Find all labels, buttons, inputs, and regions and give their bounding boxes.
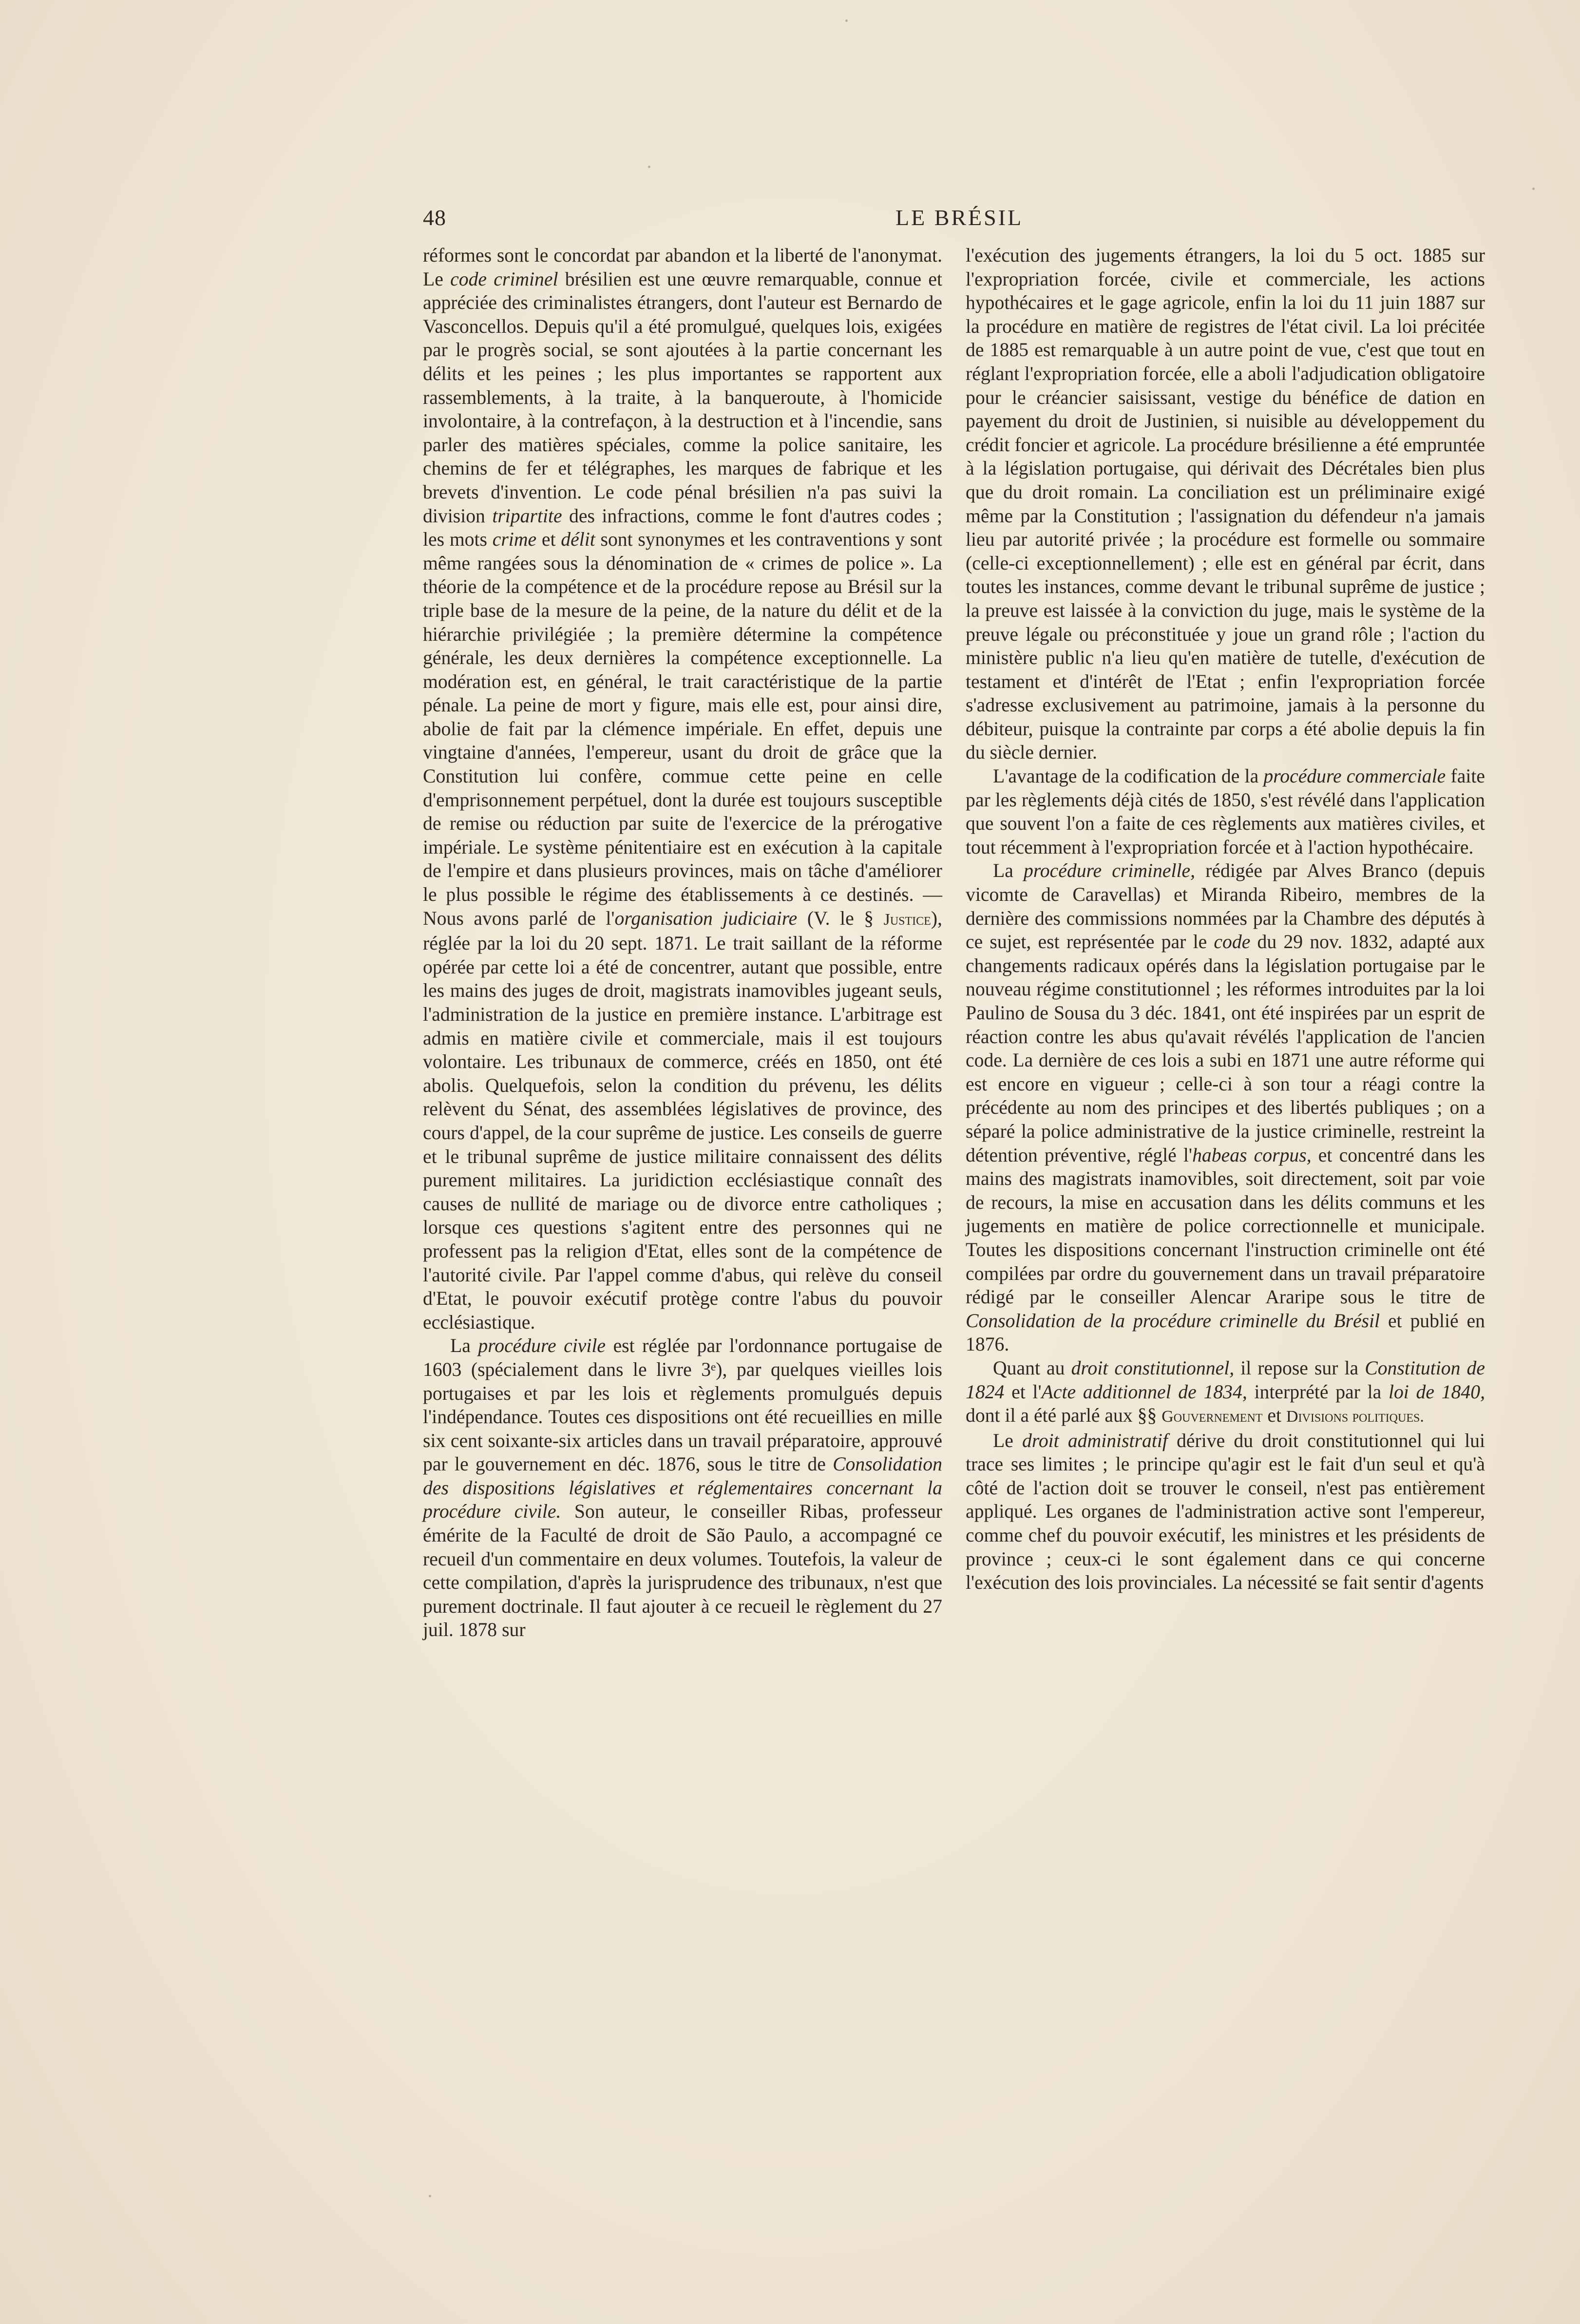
text-run: et concentré dans les mains des magistrats inamovibles, soit directement, soit par voie de recours, la mise en accusation dans les délits communs et les jugements en matière de police correctionnelle et municipale. Toutes les dispositions concernant l'instruction criminelle ont été compilées par ordre du gouvernement dans un travail préparatoire rédigé par le conseiller Alencar Araripe sous le titre de <box>966 1144 1485 1308</box>
paragraph <box>966 1356 1485 1429</box>
text-run: interprété par la <box>1247 1381 1389 1403</box>
italic-term: habeas corpus, <box>1192 1144 1312 1166</box>
text-run: L'avantage de la codification de la <box>993 765 1264 787</box>
italic-term: procédure commerciale <box>1263 765 1446 787</box>
left-text-column <box>423 244 942 1642</box>
italic-term: droit administratif <box>1022 1429 1168 1451</box>
paper-speck <box>1532 188 1535 190</box>
text-run: Le <box>993 1429 1022 1451</box>
italic-term: Consolidation des dispositions législatives et réglementaires concernant la procédure civile. <box>423 1453 942 1523</box>
text-run: et publié en 1876. <box>966 1310 1485 1355</box>
right-text-column <box>966 244 1485 1595</box>
paragraph <box>966 1429 1485 1595</box>
small-caps-term: Justice <box>883 910 931 929</box>
text-run: La <box>993 860 1024 882</box>
page-number: 48 <box>423 205 446 230</box>
text-run: brésilien est une œuvre remarquable, connue et appréciée des criminalistes étrangers, dont l'auteur est Bernardo de Vasconcellos. Depuis qu'il a été promulgué, quelques lois, exigées par le progrès social, se sont ajoutées à la partie concernant les délits et les peines ; les plus importantes se rapportent aux rassemblements, à la traite, à la banqueroute, à l'homicide involontaire, à la contrefaçon, à la destruction et à l'incendie, sans parler des matières spéciales, comme la police sanitaire, les chemins de fer et télégraphes, les marques de fabrique et les brevets d'invention. Le code pénal brésilien n'a pas suivi la division <box>423 268 943 527</box>
italic-term: droit constitutionnel, <box>1071 1357 1235 1379</box>
text-run: dont il a été parlé aux §§ <box>966 1405 1162 1427</box>
text-run: La <box>450 1335 478 1357</box>
italic-term: Acte additionnel de 1834, <box>1041 1381 1247 1403</box>
paper-speck <box>429 2195 431 2197</box>
text-run: l'exécution des jugements étrangers, la loi du 5 oct. 1885 sur l'expropriation forcée, civile et commerciale, les actions hypothécaires et le gage agricole, enfin la loi du 11 juin 1887 sur la procédure en matière de registres de l'état civil. La loi précitée de 1885 est remarquable à un autre point de vue, c'est que tout en réglant l'expropriation forcée, elle a aboli l'adjudication obligatoire pour le créancier saisissant, vestige du bénéfice de dation en payement du droit de Justinien, si nuisible au développement du crédit foncier et agricole. La procédure brésilienne a été empruntée à la législation portugaise, qui dérivait des Décrétales bien plus que du droit romain. La conciliation est un préliminaire exigé même par la Constitution ; l'assignation du défendeur n'a jamais lieu par autorité privée ; la procédure est formelle ou sommaire (celle-ci exceptionnellement) ; elle est en général par écrit, dans toutes les instances, comme devant le tribunal suprême de justice ; la preuve est laissée à la conviction du juge, mais le système de la preuve légale ou préconstituée y joue un grand rôle ; l'action du ministère public n'a lieu qu'en matière de tutelle, d'exécution de testament et d'intérêt de l'Etat ; enfin l'expropriation forcée s'adresse exclusivement au patrimoine, jamais à la personne du débiteur, puisque la contrainte par corps a été abolie depuis la fin du siècle dernier. <box>966 245 1485 763</box>
text-run: et l' <box>1004 1381 1042 1403</box>
small-caps-term: Divisions politiques. <box>1286 1408 1424 1426</box>
paragraph <box>423 244 942 1334</box>
italic-term: délit <box>561 529 595 551</box>
text-run: dérive du droit constitutionnel qui lui trace ses limites ; le principe qu'agir est le fait d'un seul et qu'à côté de l'action doit se trouver le conseil, n'est pas entièrement appliqué. Les organes de l'administration active sont l'empereur, comme chef du pouvoir exécutif, les ministres et les présidents de province ; ceux-ci le sont également dans ce qui concerne l'exécution des lois provinciales. La nécessité se fait sentir d'agents <box>966 1429 1485 1594</box>
page-header <box>423 205 1485 239</box>
text-run: et <box>1262 1405 1286 1427</box>
paragraph <box>423 1334 942 1642</box>
small-caps-term: Gouvernement <box>1161 1408 1263 1426</box>
italic-term: procédure criminelle, <box>1023 860 1196 882</box>
text-run: (V. le § <box>797 907 884 929</box>
text-run: des infractions, comme le font d'autres codes ; les mots <box>423 505 942 551</box>
italic-term: Constitution de 1824 <box>966 1357 1485 1403</box>
italic-term: tripartite <box>492 505 562 527</box>
italic-term: code <box>1214 931 1251 953</box>
italic-term: organisation judiciaire <box>614 907 798 929</box>
italic-term: Consolidation de la procédure criminelle du Brésil <box>966 1310 1380 1332</box>
text-run: il repose sur la <box>1234 1357 1365 1379</box>
running-title: LE BRÉSIL <box>895 205 1024 230</box>
text-run: réformes sont le concordat par abandon et la liberté de l'anonymat. Le <box>423 245 942 290</box>
italic-term: procédure civile <box>478 1335 606 1357</box>
text-run: ), réglée par la loi du 20 sept. 1871. Le trait saillant de la réforme opérée par cette loi a été de concentrer, autant que possible, entre les mains des juges de droit, magistrats inamovibles jugeant seuls, l'administration de la justice en première instance. L'arbitrage est admis en matière civile et commerciale, mais il est toujours volontaire. Les tribunaux de commerce, créés en 1850, ont été abolis. Quelquefois, selon la condition du prévenu, les délits relèvent du Sénat, des assemblées législatives de province, des cours d'appel, de la cour suprême de justice. Les conseils de guerre et le tribunal suprême de justice militaire connaissent des délits purement militaires. La juridiction ecclésiastique connaît des causes de nullité de mariage ou de divorce entre catholiques ; lorsque ces questions s'agitent entre des personnes qui ne professent pas la religion d'Etat, elles sont de la compétence de l'autorité civile. Par l'appel comme d'abus, qui relève du conseil d'Etat, le pouvoir exécutif protège contre l'abus du pouvoir ecclésiastique. <box>423 907 942 1333</box>
italic-term: loi de 1840, <box>1388 1381 1485 1403</box>
paper-speck <box>845 19 848 22</box>
text-run: Quant au <box>993 1357 1071 1379</box>
italic-term: crime <box>492 529 537 551</box>
paper-speck <box>648 166 650 168</box>
text-run: est réglée par l'ordonnance portugaise de 1603 (spécialement dans le livre 3ᵉ), par quelques vieilles lois portugaises et par les lois et règlements promulgués depuis l'indépendance. Toutes ces dispositions ont été recueillies en mille six cent soixante-six articles dans un travail préparatoire, approuvé par le gouvernement en déc. 1876, sous le titre de <box>423 1335 943 1475</box>
text-run: du 29 nov. 1832, adapté aux changements radicaux opérés dans la législation portugaise par le nouveau régime constitutionnel ; les réformes introduites par la loi Paulino de Sousa du 3 déc. 1841, ont été inspirées par un esprit de réaction contre les abus qu'avait révélés l'application de l'ancien code. La dernière de ces lois a subi en 1871 une autre réforme qui est encore en vigueur ; celle-ci à son tour a réagi contre la précédente au nom des principes et des libertés publiques ; on a séparé la police administrative de la justice criminelle, restreint la détention préventive, réglé l' <box>966 931 1485 1166</box>
italic-term: code criminel <box>450 268 558 290</box>
text-run: rédigée par Alves Branco (depuis vicomte de Caravellas) et Miranda Ribeiro, membres de la dernière des commissions nommées par la Chambre des députés à ce sujet, est représentée par le <box>966 860 1485 953</box>
text-run: Son auteur, le conseiller Ribas, professeur émérite de la Faculté de droit de São Paulo, a accompagné ce recueil d'un commentaire en deux volumes. Toutefois, la valeur de cette compilation, d'après la jurisprudence des tribunaux, n'est que purement doctrinale. Il faut ajouter à ce recueil le règlement du 27 juil. 1878 sur <box>423 1501 942 1641</box>
text-run: faite par les règlements déjà cités de 1850, s'est révélé dans l'application que souvent l'on a faite de ces règlements aux matières civiles, et tout récemment à l'expropriation forcée et à l'action hypothécaire. <box>966 765 1485 858</box>
paragraph <box>966 764 1485 859</box>
text-run: et <box>536 529 561 551</box>
paragraph <box>966 244 1485 764</box>
text-run: sont synonymes et les contraventions y sont même rangées sous la dénomination de « crimes de police ». La théorie de la compétence et de la procédure repose au Brésil sur la triple base de la mesure de la peine, de la nature du délit et de la hiérarchie privilégiée ; la première détermine la compétence générale, les deux dernières la compétence exceptionnelle. La modération est, en général, le trait caractéristique de la partie pénale. La peine de mort y figure, mais elle est, pour ainsi dire, abolie de fait par la clémence impériale. En effet, depuis une vingtaine d'années, l'empereur, usant du droit de grâce que la Constitution lui confère, commue cette peine en celle d'emprisonnement perpétuel, dont la durée est toujours susceptible de remise ou réduction par suite de l'exercice de la prérogative impériale. Le système pénitentiaire est en exécution à la capitale de l'empire et dans plusieurs provinces, mais on tâche d'améliorer le plus possible le régime des établissements à ce destinés. — Nous avons parlé de l' <box>423 529 942 929</box>
paragraph <box>966 859 1485 1356</box>
